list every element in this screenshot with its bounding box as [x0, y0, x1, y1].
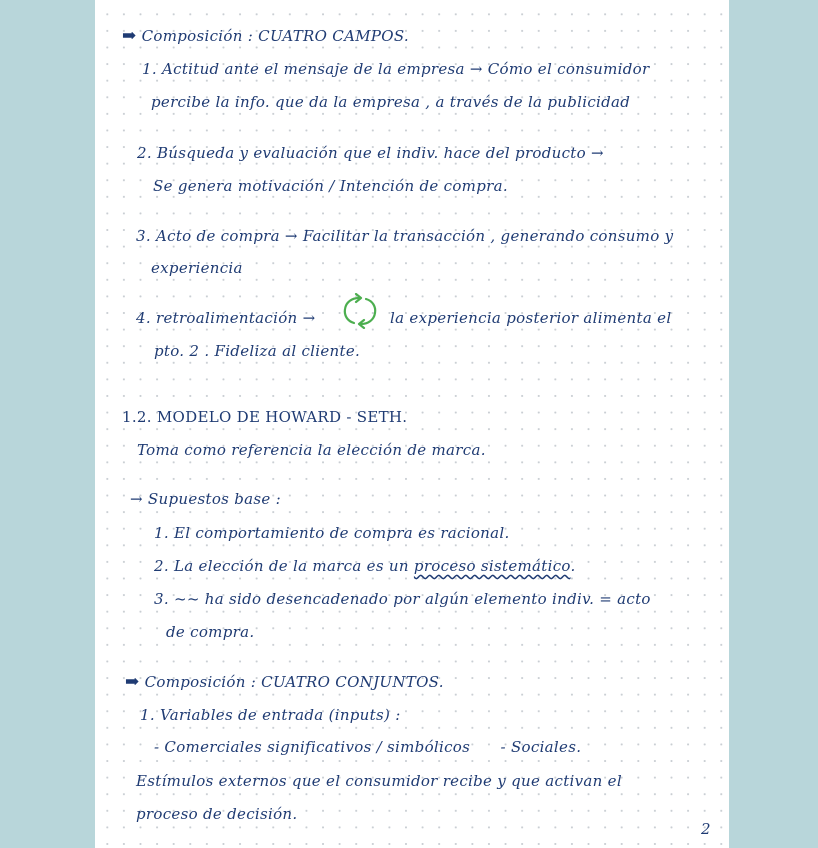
heading-composicion-cuatro-conjuntos — [125, 672, 444, 692]
campo-1-line-2: percibe la info. que da la empresa , a través de la publicidad — [151, 93, 631, 111]
campo-4-part-2: la experiencia posterior alimenta el — [390, 309, 672, 327]
bold-right-arrow-icon: ➡ — [122, 26, 137, 46]
estimulos-line-1: Estímulos externos que el consumidor recibe y que activan el — [136, 772, 622, 790]
supuestos-heading: → Supuestos base : — [130, 490, 281, 508]
variables-bullets: - Comerciales significativos / simbólicos - Sociales. — [154, 738, 582, 756]
heading-text: Composición : CUATRO CONJUNTOS. — [144, 673, 444, 691]
supuesto-3-line-1: 3. ~~ ha sido desencadenado por algún elemento indiv. = acto — [154, 590, 651, 608]
supuesto-2-period: . — [570, 557, 576, 575]
supuesto-1: 1. El comportamiento de compra es racional. — [154, 524, 510, 542]
supuesto-3-line-2: de compra. — [166, 623, 255, 641]
campo-3-line-1: 3. Acto de compra → Facilitar la transacción , generando consumo y — [136, 227, 674, 245]
supuesto-2 — [154, 557, 576, 575]
bold-right-arrow-icon: ➡ — [125, 672, 140, 692]
section-description: Toma como referencia la elección de marca. — [137, 441, 486, 459]
estimulos-line-2: proceso de decisión. — [136, 805, 298, 823]
campo-3-line-2: experiencia — [151, 259, 243, 277]
campo-4-part-1: 4. retroalimentación → — [136, 309, 316, 327]
refresh-cycle-icon — [340, 293, 380, 329]
campo-2-line-2: Se genera motivación / Intención de compra. — [153, 177, 508, 195]
campo-1-line-1: 1. Actitud ante el mensaje de la empresa → Cómo el consumidor — [142, 60, 650, 78]
heading-text: Composición : CUATRO CAMPOS. — [141, 27, 409, 45]
supuesto-2-underlined: proceso sistemático — [413, 557, 571, 575]
section-title-howard-seth: 1.2. MODELO DE HOWARD - SETH. — [122, 408, 408, 426]
campo-4-line-2: pto. 2 . Fideliza al cliente. — [154, 342, 361, 360]
variables-entrada: 1. Variables de entrada (inputs) : — [140, 706, 401, 724]
heading-composicion-cuatro-campos — [122, 26, 409, 46]
supuesto-2-text: 2. La elección de la marca es un — [154, 557, 409, 575]
campo-2-line-1: 2. Búsqueda y evaluación que el indiv. hace del producto → — [137, 144, 604, 162]
page-number: 2 — [701, 820, 711, 838]
